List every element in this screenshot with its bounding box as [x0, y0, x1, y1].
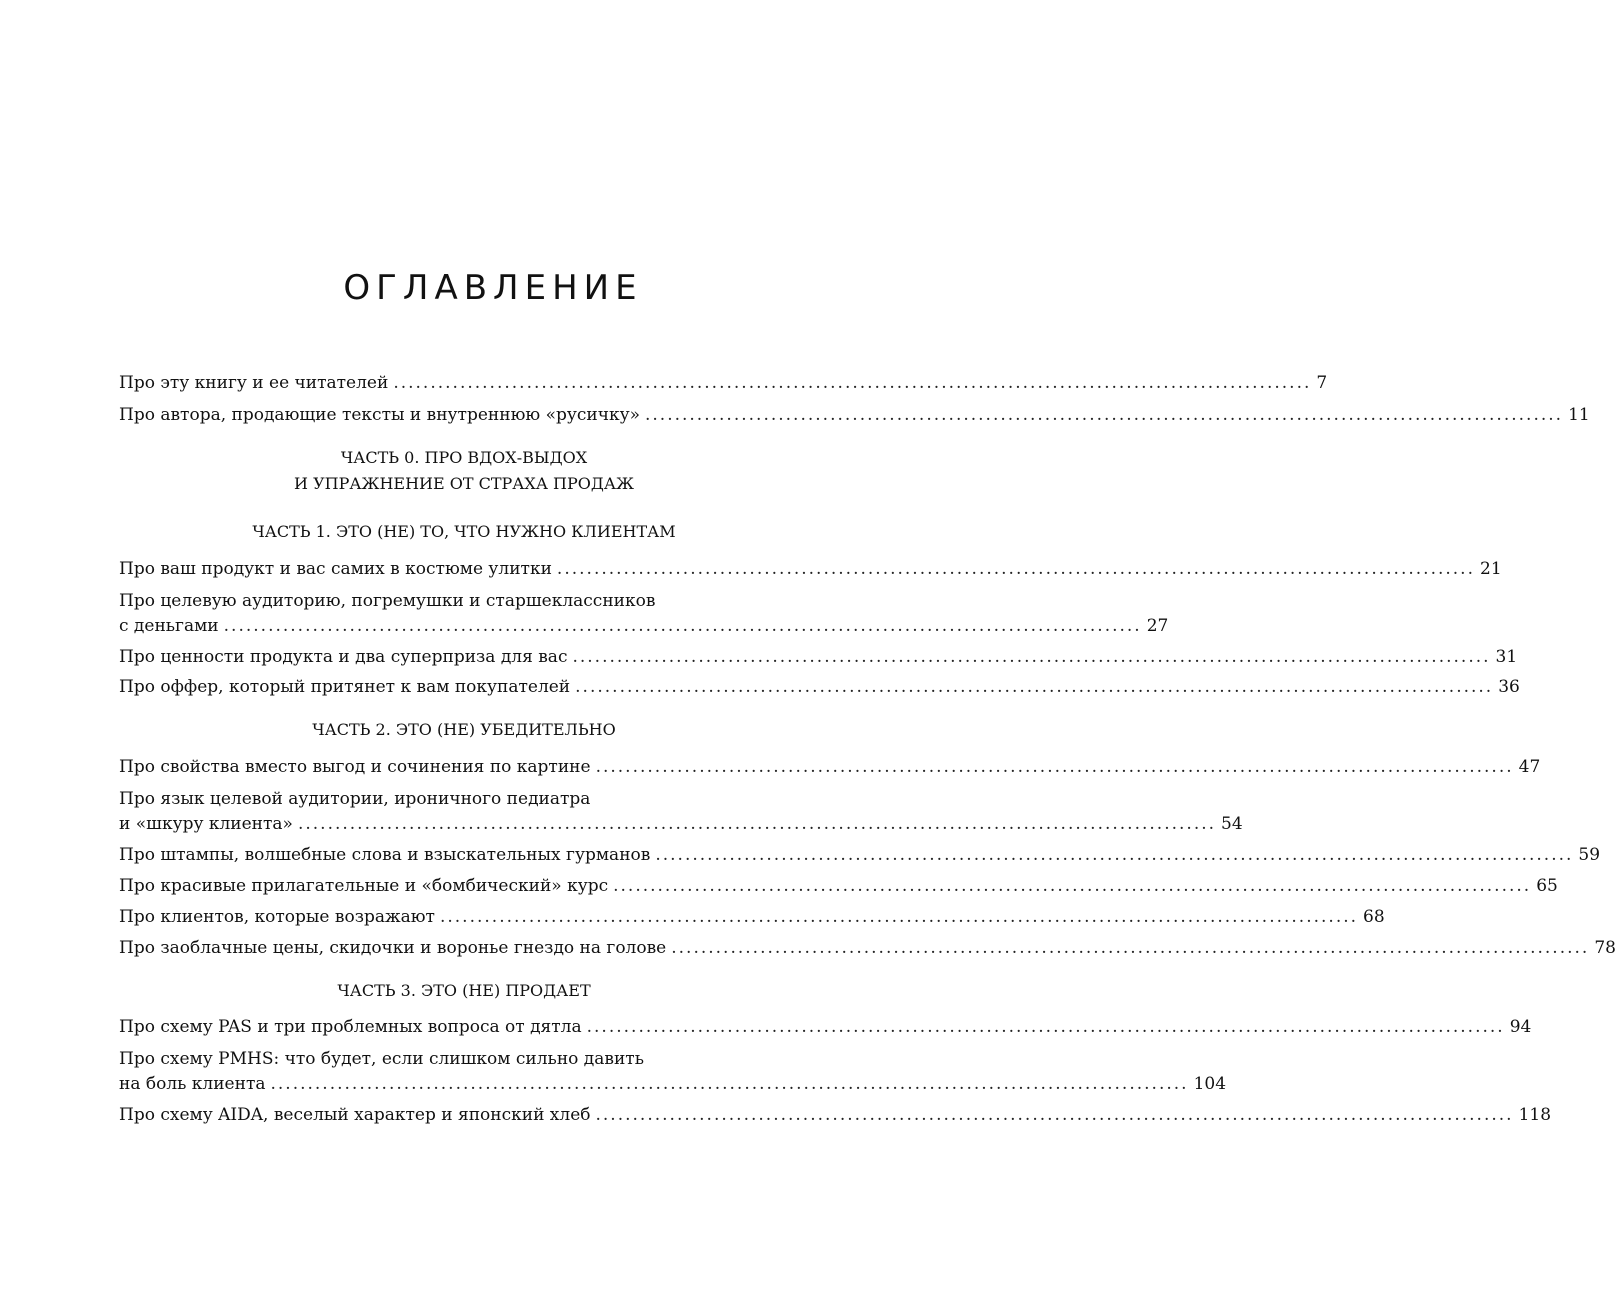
leader-dots: ............................................................................................................................	[613, 876, 1532, 896]
toc-entry[interactable]	[119, 400, 1590, 431]
toc-entry-page: 54	[1221, 814, 1243, 834]
toc-entry-page: 47	[1518, 757, 1541, 777]
toc-entry-title: Про заоблачные цены, скидочки и воронье гнездо на голове	[119, 938, 667, 958]
toc-entry-title: Про автора, продающие тексты и внутреннюю «русичку»	[119, 405, 640, 425]
toc-entry[interactable]	[119, 752, 1541, 783]
toc-entry[interactable]	[119, 784, 1243, 840]
toc-entry[interactable]	[119, 933, 1616, 964]
toc-entry-page: 65	[1536, 876, 1558, 896]
toc-entry-title: Про ваш продукт и вас самих в костюме улитки	[119, 559, 552, 579]
toc-entry[interactable]	[119, 1044, 1227, 1100]
toc-entry-title-line2: на боль клиента	[119, 1074, 266, 1094]
toc-entry[interactable]	[119, 672, 1520, 703]
toc-entry-title: Про схему PAS и три проблемных вопроса от дятла	[119, 1017, 582, 1037]
leader-dots: ............................................................................................................................	[595, 1105, 1514, 1125]
toc-entry-title: Про красивые прилагательные и «бомбический» курс	[119, 876, 609, 896]
part-2-heading[interactable]: ЧАСТЬ 2. ЭТО (НЕ) УБЕДИТЕЛЬНО	[312, 720, 616, 739]
leader-dots: ............................................................................................................................	[595, 757, 1514, 777]
toc-entry[interactable]	[119, 840, 1601, 871]
toc-entry-page: 31	[1495, 647, 1518, 667]
leader-dots: ............................................................................................................................	[393, 373, 1312, 393]
toc-entry[interactable]	[119, 368, 1328, 399]
part-3-heading[interactable]: ЧАСТЬ 3. ЭТО (НЕ) ПРОДАЕТ	[337, 981, 591, 1000]
toc-entry[interactable]	[119, 586, 1169, 642]
toc-entry-page: 59	[1578, 845, 1601, 865]
leader-dots: ............................................................................................................................	[655, 845, 1574, 865]
part-0-heading[interactable]	[119, 445, 809, 497]
toc-entry[interactable]	[119, 554, 1502, 585]
toc-entry-page: 27	[1146, 616, 1169, 636]
part-0-heading-line1: ЧАСТЬ 0. ПРО ВДОХ-ВЫДОХ	[340, 448, 588, 467]
part-1-heading[interactable]: ЧАСТЬ 1. ЭТО (НЕ) ТО, ЧТО НУЖНО КЛИЕНТАМ	[252, 522, 676, 541]
toc-entry-title: Про оффер, который притянет к вам покупателей	[119, 677, 571, 697]
toc-entry-page: 104	[1193, 1074, 1227, 1094]
toc-entry-title-line2: и «шкуру клиента»	[119, 814, 293, 834]
toc-entry-page: 36	[1498, 677, 1520, 697]
leader-dots: ............................................................................................................................	[586, 1017, 1505, 1037]
toc-entry-title-line1: Про схему PMHS: что будет, если слишком сильно давить	[119, 1049, 644, 1069]
toc-entry-page: 21	[1480, 559, 1502, 579]
leader-dots: ............................................................................................................................	[270, 1074, 1189, 1094]
page-title: ОГЛАВЛЕНИЕ	[343, 268, 643, 308]
toc-entry-page: 118	[1518, 1105, 1552, 1125]
part-0-heading-line2: И УПРАЖНЕНИЕ ОТ СТРАХА ПРОДАЖ	[294, 474, 634, 493]
toc-entry-title-line1: Про язык целевой аудитории, ироничного педиатра	[119, 789, 591, 809]
toc-entry[interactable]	[119, 871, 1558, 902]
toc-entry[interactable]	[119, 642, 1518, 673]
toc-entry-title-line2: с деньгами	[119, 616, 219, 636]
leader-dots: ............................................................................................................................	[671, 938, 1590, 958]
toc-entry-title: Про эту книгу и ее читателей	[119, 373, 389, 393]
leader-dots: ............................................................................................................................	[439, 907, 1359, 927]
leader-dots: ............................................................................................................................	[572, 647, 1491, 667]
leader-dots: ............................................................................................................................	[575, 677, 1494, 697]
toc-entry-title-line1: Про целевую аудиторию, погремушки и старшеклассников	[119, 591, 656, 611]
toc-entry-title: Про схему AIDA, веселый характер и японский хлеб	[119, 1105, 591, 1125]
leader-dots: ............................................................................................................................	[644, 405, 1564, 425]
toc-entry-page: 68	[1363, 907, 1385, 927]
toc-entry-page: 94	[1509, 1017, 1532, 1037]
leader-dots: ............................................................................................................................	[556, 559, 1475, 579]
toc-entry[interactable]	[119, 1100, 1552, 1131]
toc-entry-page: 11	[1568, 405, 1590, 425]
toc-entry-page: 7	[1316, 373, 1328, 393]
toc-entry[interactable]	[119, 902, 1385, 933]
toc-entry-title: Про клиентов, которые возражают	[119, 907, 435, 927]
leader-dots: ............................................................................................................................	[297, 814, 1217, 834]
toc-entry-page: 78	[1594, 938, 1616, 958]
toc-entry-title: Про свойства вместо выгод и сочинения по картине	[119, 757, 591, 777]
toc-entry-title: Про ценности продукта и два суперприза для вас	[119, 647, 568, 667]
toc-entry-title: Про штампы, волшебные слова и взыскательных гурманов	[119, 845, 651, 865]
leader-dots: ............................................................................................................................	[223, 616, 1142, 636]
toc-entry[interactable]	[119, 1012, 1532, 1043]
